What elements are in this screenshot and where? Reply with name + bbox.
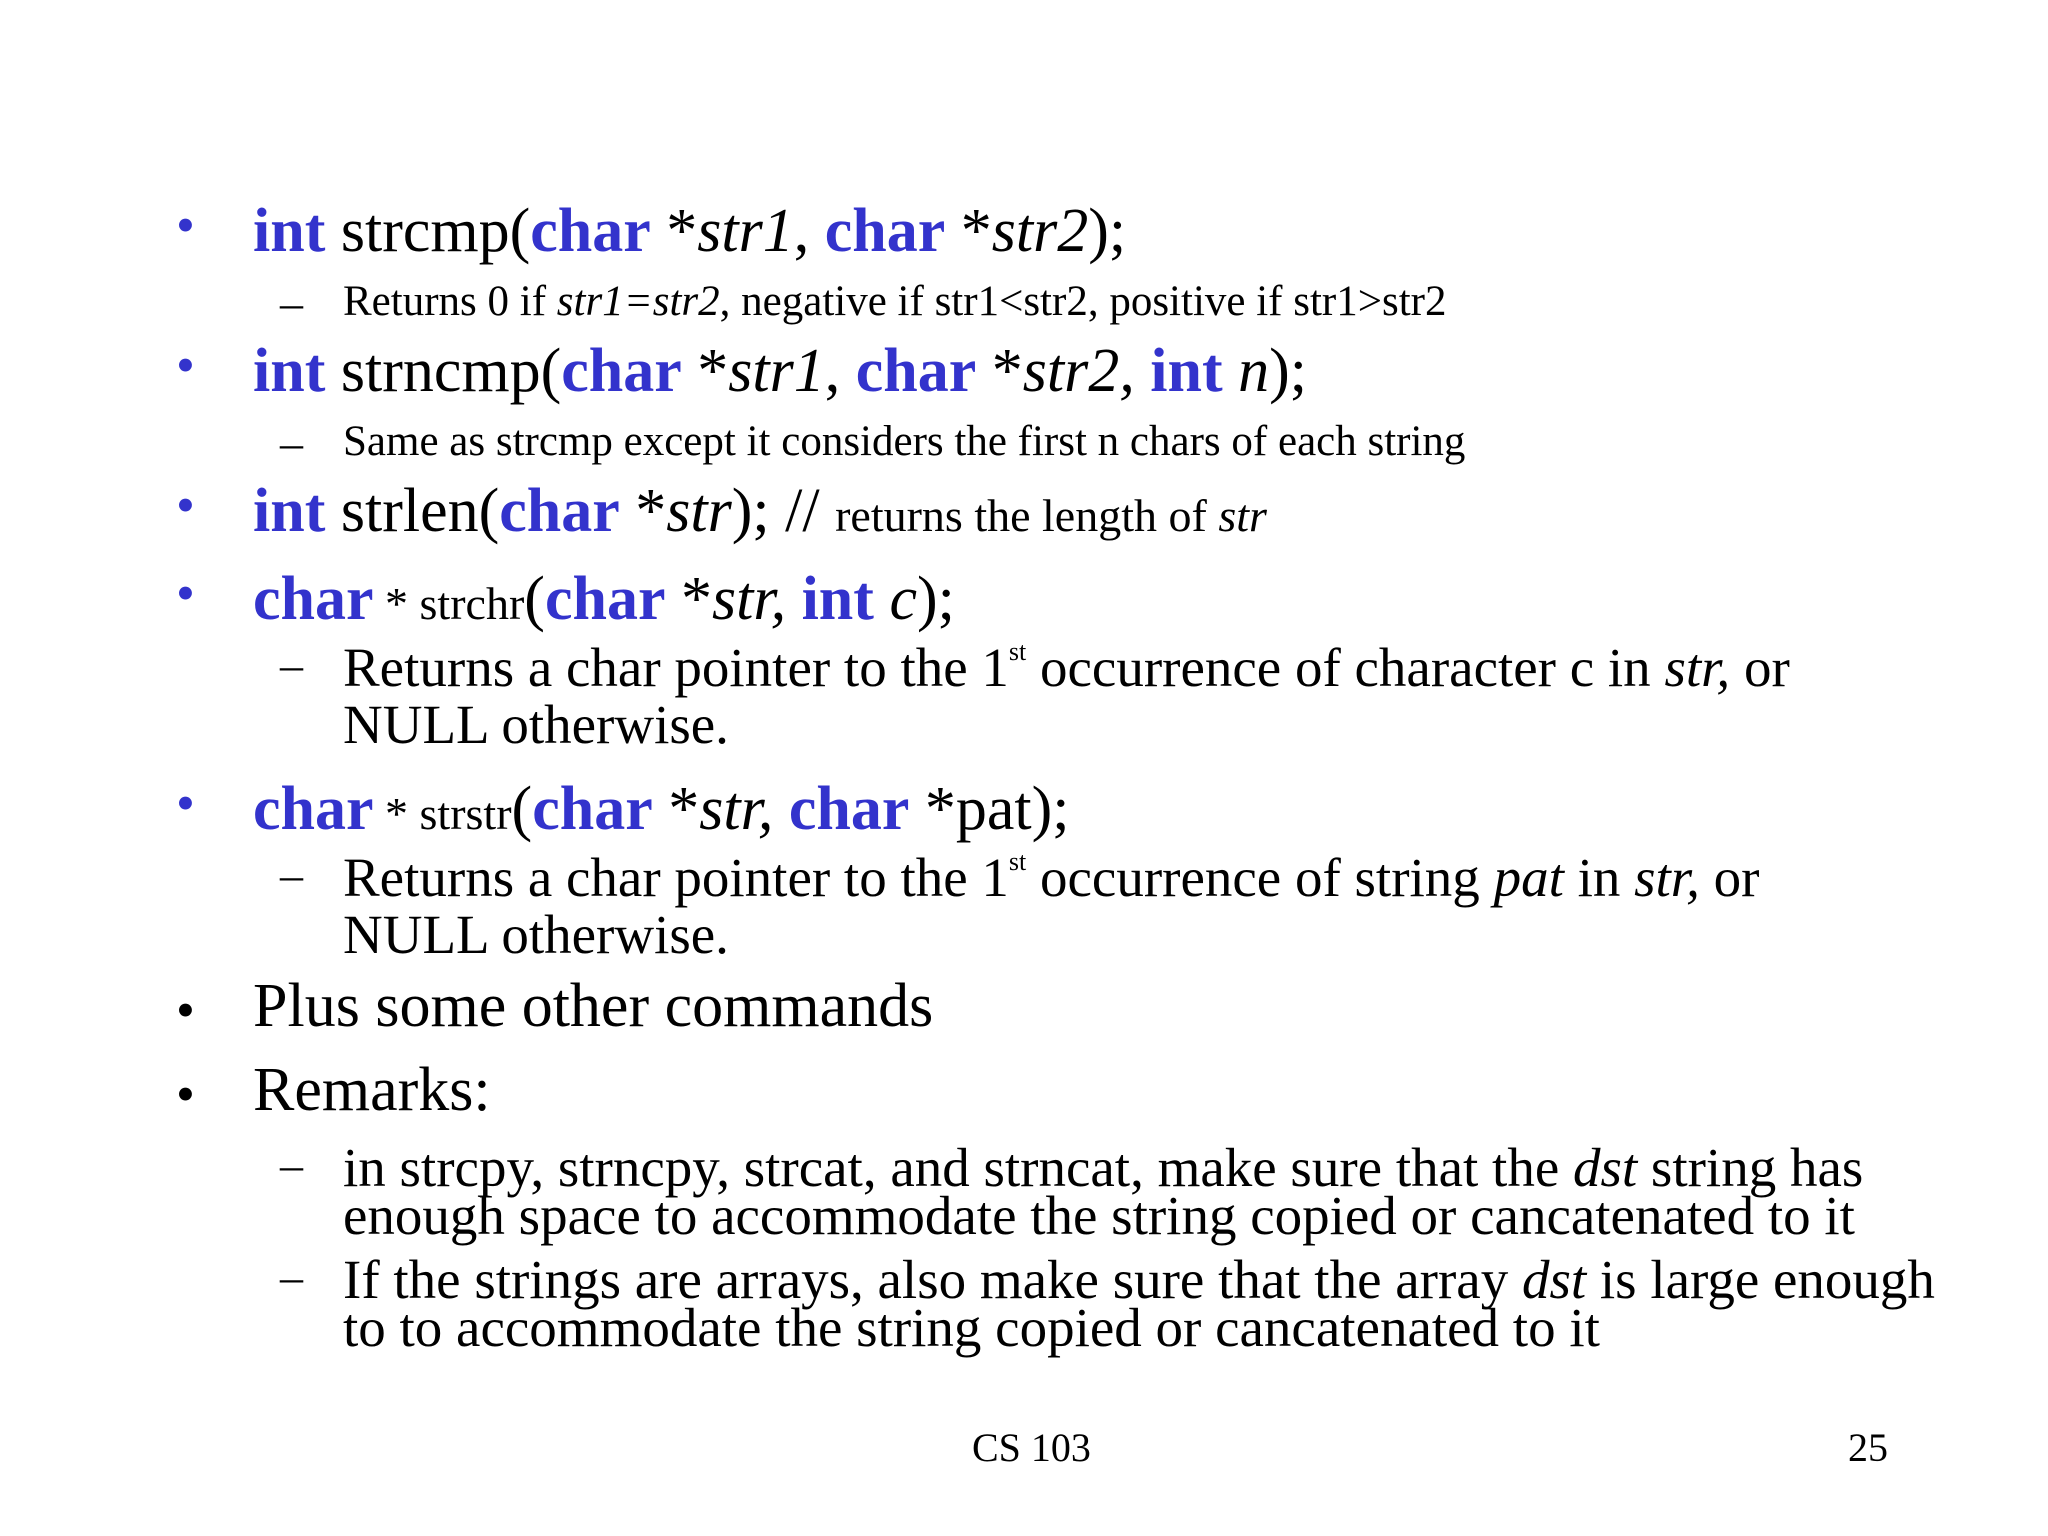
dash-marker: – <box>280 277 303 328</box>
bullet-marker: • <box>176 563 195 623</box>
dash-marker: – <box>280 1139 303 1190</box>
sub-strchr-line1: Returns a char pointer to the 1st occurrence of character c in str, or <box>343 637 1790 698</box>
sub-remark2-line2: to to accommodate the string copied or cancatenated to it <box>343 1297 1600 1358</box>
sub-strstr-line2: NULL otherwise. <box>343 904 729 965</box>
footer-page-number: 25 <box>1848 1425 1888 1470</box>
sub-remark2-line1: If the strings are arrays, also make sure that the array dst is large enough <box>343 1249 1935 1310</box>
footer-course: CS 103 <box>972 1425 1091 1470</box>
bullet-strncmp: int strncmp(char *str1, char *str2, int n); <box>253 337 1308 405</box>
dash-marker: – <box>280 417 303 468</box>
bullet-strstr: char * strstr(char *str, char *pat); <box>253 775 1070 843</box>
dash-marker: – <box>280 849 303 900</box>
sub-strchr-line2: NULL otherwise. <box>343 694 729 755</box>
sub-strncmp: Same as strcmp except it considers the first n chars of each string <box>343 418 1466 465</box>
bullet-marker: • <box>176 773 195 833</box>
sub-remark1-line1: in strcpy, strncpy, strcat, and strncat, make sure that the dst string has <box>343 1137 1864 1198</box>
bullet-strchr: char * strchr(char *str, int c); <box>253 565 955 633</box>
bullet-marker: • <box>176 980 195 1040</box>
bullet-remarks: Remarks: <box>253 1056 491 1124</box>
sub-strcmp: Returns 0 if str1=str2, negative if str1<str2, positive if str1>str2 <box>343 278 1447 325</box>
bullet-strcmp: int strcmp(char *str1, char *str2); <box>253 197 1127 265</box>
bullet-plus-other: Plus some other commands <box>253 972 934 1040</box>
bullet-strlen: int strlen(char *str); // returns the length of str <box>253 477 1267 545</box>
dash-marker: – <box>280 639 303 690</box>
sub-strstr-line1: Returns a char pointer to the 1st occurrence of string pat in str, or <box>343 847 1760 908</box>
bullet-marker: • <box>176 1064 195 1124</box>
bullet-marker: • <box>176 475 195 535</box>
bullet-marker: • <box>176 195 195 255</box>
dash-marker: – <box>280 1251 303 1302</box>
bullet-marker: • <box>176 335 195 395</box>
sub-remark1-line2: enough space to accommodate the string copied or cancatenated to it <box>343 1185 1855 1246</box>
